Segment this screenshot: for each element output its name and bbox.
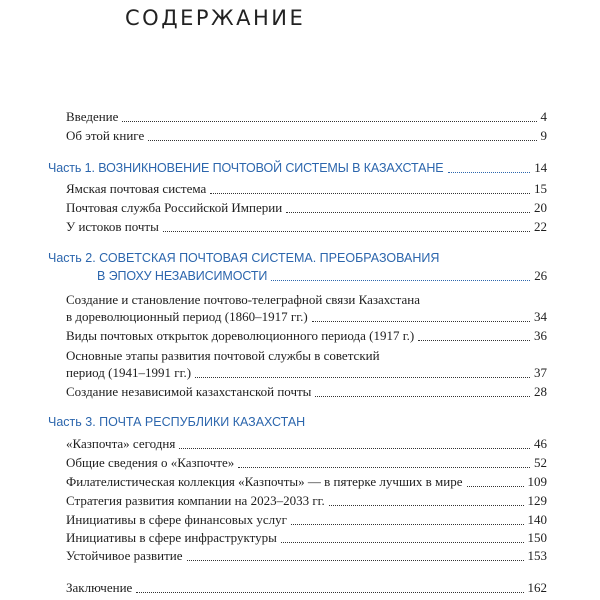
toc-entry[interactable] — [66, 436, 547, 452]
toc-entry[interactable] — [66, 384, 547, 400]
dot-leader — [281, 541, 524, 543]
dot-leader — [238, 466, 530, 468]
toc-part-3[interactable]: Часть 3. ПОЧТА РЕСПУБЛИКИ КАЗАХСТАН — [48, 415, 306, 429]
dot-leader — [271, 279, 530, 281]
toc-page-number: 37 — [534, 365, 547, 380]
dot-leader — [187, 559, 524, 561]
dot-leader — [136, 591, 523, 593]
toc-entry[interactable] — [66, 365, 547, 381]
toc-entry[interactable] — [66, 493, 547, 509]
toc-page-number: 34 — [534, 309, 547, 324]
toc-entry-line[interactable]: Основные этапы развития почтовой службы в советский — [66, 348, 380, 363]
toc-entry-title: У истоков почты — [66, 219, 159, 234]
toc-entry-title: «Казпочта» сегодня — [66, 436, 176, 451]
toc-page-number: 153 — [527, 548, 547, 563]
toc-entry-title: Ямская почтовая система — [66, 181, 207, 196]
toc-entry-title: Общие сведения о «Казпочте» — [66, 455, 235, 470]
toc-page-number: 9 — [540, 128, 547, 143]
toc-page-number: 22 — [534, 219, 547, 234]
toc-entry-title: Инициативы в сфере инфраструктуры — [66, 530, 277, 545]
toc-page-number: 46 — [534, 436, 547, 451]
toc-entry-title: Введение — [66, 109, 119, 124]
toc-entry[interactable] — [66, 474, 547, 490]
toc-part-title: В ЭПОХУ НЕЗАВИСИМОСТИ — [97, 269, 268, 283]
toc-entry-title: Заключение — [66, 580, 133, 595]
toc-entry-title: Инициативы в сфере финансовых услуг — [66, 512, 287, 527]
toc-entry-introduction[interactable] — [66, 109, 547, 125]
dot-leader — [312, 320, 530, 322]
dot-leader — [210, 192, 530, 194]
toc-entry-title: Устойчивое развитие — [66, 548, 183, 563]
toc-entry-title: Об этой книге — [66, 128, 145, 143]
toc-entry-title: Виды почтовых открыток дореволюционного периода (1917 г.) — [66, 328, 415, 343]
toc-entry[interactable] — [66, 181, 547, 197]
toc-page-number: 150 — [527, 530, 547, 545]
toc-page-number: 140 — [527, 512, 547, 527]
dot-leader — [448, 171, 531, 173]
toc-entry[interactable] — [66, 530, 547, 546]
toc-page-number: 129 — [527, 493, 547, 508]
toc-entry[interactable] — [66, 455, 547, 471]
toc-entry[interactable] — [66, 219, 547, 235]
toc-page-number: 4 — [540, 109, 547, 124]
toc-entry[interactable] — [66, 328, 547, 344]
dot-leader — [195, 376, 530, 378]
dot-leader — [418, 339, 530, 341]
toc-entry-title: период (1941–1991 гг.) — [66, 365, 192, 380]
toc-page-number: 162 — [527, 580, 547, 595]
dot-leader — [179, 447, 530, 449]
toc-part-title: Часть 1. ВОЗНИКНОВЕНИЕ ПОЧТОВОЙ СИСТЕМЫ В КАЗАХСТАНЕ — [48, 161, 444, 175]
toc-entry-title: в дореволюционный период (1860–1917 гг.) — [66, 309, 308, 324]
toc-page-number: 20 — [534, 200, 547, 215]
toc-page-number: 52 — [534, 455, 547, 470]
toc-entry-about-book[interactable] — [66, 128, 547, 144]
page-title: СОДЕРЖАНИЕ — [125, 6, 306, 30]
toc-page-number: 36 — [534, 328, 547, 343]
toc-entry-line[interactable]: Создание и становление почтово-телеграфной связи Казахстана — [66, 292, 421, 307]
dot-leader — [329, 504, 524, 506]
toc-entry[interactable] — [66, 200, 547, 216]
dot-leader — [315, 395, 530, 397]
dot-leader — [286, 211, 530, 213]
toc-part-2-title-line[interactable]: Часть 2. СОВЕТСКАЯ ПОЧТОВАЯ СИСТЕМА. ПРЕОБРАЗОВАНИЯ — [48, 251, 440, 265]
toc-entry-title: Филателистическая коллекция «Казпочты» — в пятерке лучших в мире — [66, 474, 463, 489]
toc-page-number: 109 — [527, 474, 547, 489]
dot-leader — [163, 230, 530, 232]
toc-entry-title: Стратегия развития компании на 2023–2033 гг. — [66, 493, 325, 508]
toc-entry-title: Почтовая служба Российской Империи — [66, 200, 283, 215]
toc-entry[interactable] — [66, 309, 547, 325]
dot-leader — [467, 485, 524, 487]
toc-page-number: 14 — [534, 160, 547, 175]
toc-entry-title: Создание независимой казахстанской почты — [66, 384, 312, 399]
toc-part-1[interactable] — [48, 160, 547, 176]
toc-page-number: 28 — [534, 384, 547, 399]
toc-page-number: 26 — [534, 268, 547, 283]
toc-page-number: 15 — [534, 181, 547, 196]
toc-entry-conclusion[interactable] — [66, 580, 547, 596]
dot-leader — [148, 139, 536, 141]
dot-leader — [122, 120, 536, 122]
toc-entry[interactable] — [66, 512, 547, 528]
toc-part-2[interactable] — [97, 268, 547, 284]
dot-leader — [291, 523, 524, 525]
toc-entry[interactable] — [66, 548, 547, 564]
